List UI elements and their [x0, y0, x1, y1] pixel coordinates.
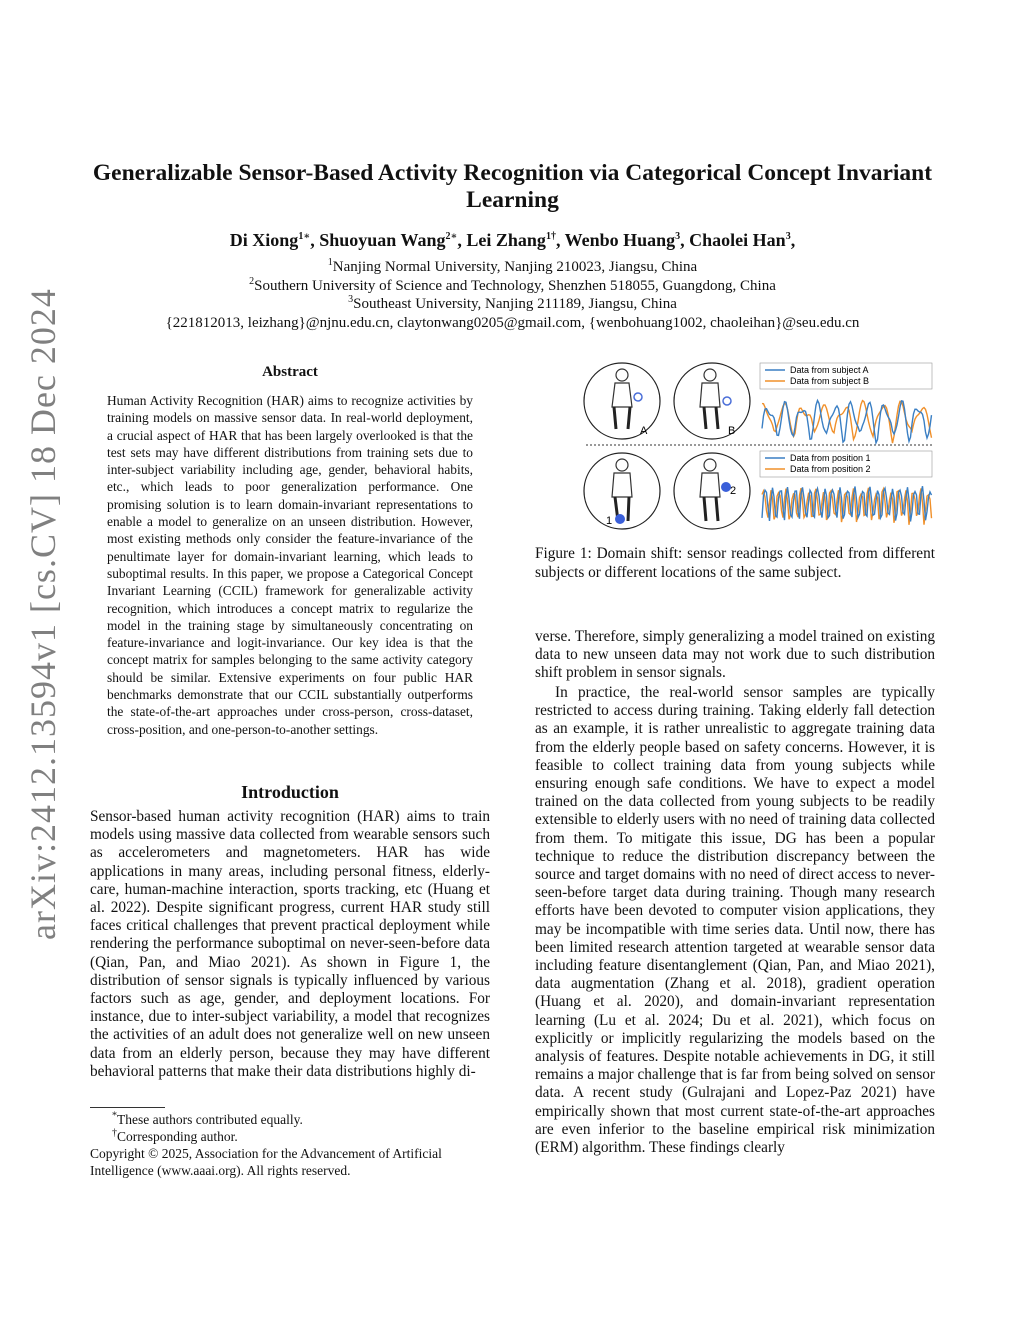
label-b: B [728, 425, 736, 437]
footnote-equal-contribution: *These authors contributed equally. [112, 1110, 303, 1127]
abstract-heading: Abstract [262, 364, 318, 380]
figure-1-graphic [582, 357, 934, 537]
author: Chaolei Han$^3$, [689, 230, 796, 250]
introduction-paragraph: Sensor-based human activity recognition (HAR) aims to train models using massive data collected from wearable sensors such as accelerometers and magnetometers. HAR has wide applications in many areas, including personal fitness, elderly-care, human-machine interaction, sports tracking, etc (Huang et al. 2022). Despite significant progress, current HAR study still faces critical challenges that prevent practical deployment while rendering the performance suboptimal on never-seen-before data (Qian, Pan, and Miao 2021). As shown in Figure 1, the distribution of sensor signals is typically influenced by various factors such as age, gender, and deployment locations. For instance, due to inter-subject variability, a model that recognizes the activities of an adult does not generalize well on new unseen data from an elderly person, because they may have different behavioral patterns that make their data distributions highly di- [90, 808, 490, 1080]
legend-subject-b: Data from subject B [790, 376, 870, 386]
position-1-circle [584, 453, 660, 529]
footnote-rule [90, 1107, 165, 1108]
affiliation: $^3$Southeast University, Nanjing 211189, Jiangsu, China [348, 294, 677, 312]
footnotes [90, 1111, 490, 1179]
footnote-corresponding-author: †Corresponding author. [112, 1127, 238, 1144]
introduction-heading: Introduction [241, 782, 339, 802]
position-2-circle [674, 453, 750, 529]
figure-1-caption: Figure 1: Domain shift: sensor readings collected from different subjects or different locations of the same subject. [535, 545, 935, 581]
right-column-paragraph-2: In practice, the real-world sensor samples are typically restricted to access during training. Taking elderly fall detection as an example, it is rather unrealistic to aggregate training data from the elderly people based on safety concerns. However, it is feasible to collect training data from young subjects while ensuring enough safe conditions. We have to expect a model trained on the data collected from young subjects to be readily extensible to elderly users with no need of training data collected from them. To mitigate this issue, DG has been a popular technique to reduce the distribution discrepancy between the source and target domains with no need of direct access to never-seen-before target data during training. Though many research efforts have been devoted to computer vision applications, they may be incompatible with time series data. Until now, there has been limited research attention targeted at wearable sensor data including feature disentanglement (Qian, Pan, and Miao 2021), data augmentation (Zhang et al. 2018), gradient operation (Huang et al. 2020), and domain-invariant representation learning (Lu et al. 2024; Du et al. 2021), which focus on explicitly or implicitly regularizing the models based on the analysis of features. Despite notable achievements in DG, it still remains a major challenge that is far from being solved on sensor data. A recent study (Gulrajani and Lopez-Paz 2021) have empirically shown that most current state-of-the-art approaches are even inferior to the baseline empirical risk minimization (ERM) algorithm. These findings clearly [535, 684, 935, 1157]
legend-position-2: Data from position 2 [790, 464, 871, 474]
legend-position-1: Data from position 1 [790, 453, 871, 463]
author: Wenbo Huang$^3$, [564, 230, 690, 250]
figure-1 [582, 357, 934, 537]
label-2: 2 [730, 485, 737, 497]
right-column-paragraph-1: verse. Therefore, simply generalizing a model trained on existing data to new unseen data may not work due to such distribution shift problem in sensor signals. [535, 628, 935, 682]
sensor-position-1 [615, 514, 625, 524]
affiliation: $^1$Nanjing Normal University, Nanjing 210023, Jiangsu, China [327, 257, 698, 275]
label-a: A [640, 425, 648, 437]
legend-subject-a: Data from subject A [790, 365, 869, 375]
affiliation: $^2$Southern University of Science and Technology, Shenzhen 518055, Guangdong, China [249, 275, 776, 294]
author-list [90, 230, 935, 251]
label-1: 1 [606, 515, 613, 527]
author: Lei Zhang$^{1\dagger}$, [466, 230, 565, 250]
abstract-text: Human Activity Recognition (HAR) aims to recognize activities by training models on massive sensor data. In real-world deployment, a crucial aspect of HAR that has been largely overlooked is that the test sets may have different distributions from training sets due to inter-subject variability including age, gender, behavioral habits, etc., which leads to poor generalization performance. One promising solution is to learn domain-invariant representations to enable a model to generalize on an unseen distribution. However, most existing methods only consider the feature-invariance of the penultimate layer for domain-invariant learning, which leads to suboptimal results. In this paper, we propose a Categorical Concept Invariant Learning (CCIL) framework for generalizable activity recognition, which introduces a concept matrix to regularize the model in the training stage by simultaneously concentrating on feature-invariance and logit-invariance. Our key idea is that the concept matrix for samples belonging to the same activity category should be similar. Extensive experiments on four public HAR benchmarks demonstrate that our CCIL substantially outperforms the state-of-the-art approaches under cross-person, cross-dataset, cross-position, and one-person-to-another settings. [107, 393, 473, 737]
subject-b-circle [674, 363, 750, 439]
author: Shuoyuan Wang$^{2∗}$, [319, 230, 467, 250]
subject-a-circle [584, 363, 660, 439]
arxiv-identifier: arXiv:2412.13594v1 [cs.CV] 18 Dec 2024 [23, 288, 63, 940]
author: Di Xiong$^{1∗}$, [229, 230, 320, 250]
affiliations [90, 258, 935, 332]
copyright-notice: Copyright © 2025, Association for the Advancement of Artificial Intelligence (www.aaai.org). All rights reserved. [90, 1146, 442, 1178]
author-emails: {221812013, leizhang}@njnu.edu.cn, claytonwang0205@gmail.com, {wenbohuang1002, chaoleihan}@seu.edu.cn [165, 314, 860, 331]
paper-title: Generalizable Sensor-Based Activity Recognition via Categorical Concept Invariant Learning [92, 160, 933, 213]
